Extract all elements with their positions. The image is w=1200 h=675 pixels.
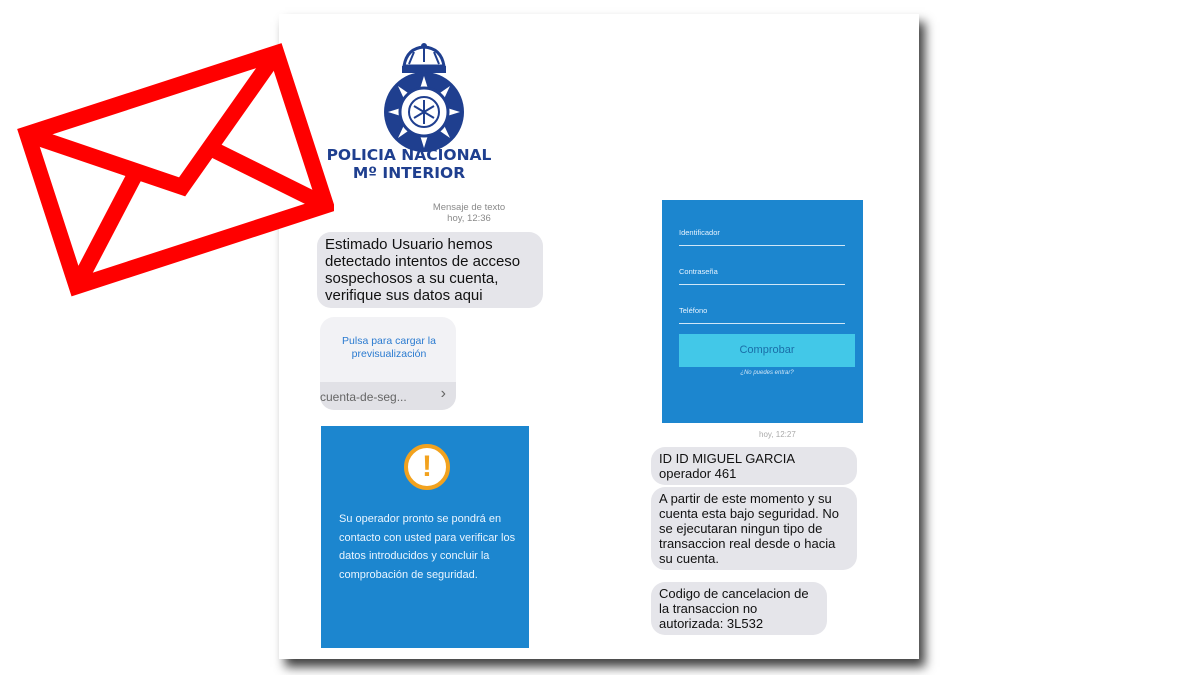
logo-title-line1: POLICIA NACIONAL — [326, 146, 492, 164]
screenshot-collage — [279, 14, 919, 659]
warning-message: Su operador pronto se pondrá en contacto con usted para verificar los datos introducidos y concluir la comprobación de seguridad. — [339, 513, 516, 581]
password-field[interactable]: Contraseña — [679, 267, 845, 285]
thread2-timestamp: hoy, 12:27 — [759, 430, 796, 439]
logo-title — [319, 146, 499, 182]
sms-bubble-alert: Estimado Usuario hemos detectado intentos de acceso sospechosos a su cuenta, verifique sus datos aqui — [317, 232, 543, 308]
identifier-field[interactable]: Identificador — [679, 228, 845, 246]
police-badge-icon — [369, 42, 479, 154]
link-preview-text[interactable]: Pulsa para cargar la previsualización — [342, 335, 436, 360]
chevron-right-icon: › — [440, 385, 446, 402]
check-button[interactable]: Comprobar — [679, 334, 855, 367]
link-preview-url[interactable]: cuenta-de-seg... — [320, 390, 407, 404]
message-type-label: Mensaje de texto — [432, 202, 506, 213]
envelope-icon — [16, 28, 334, 302]
message-meta — [399, 202, 539, 224]
phishing-login-form — [662, 200, 863, 423]
sms-bubble-operator-id: ID ID MIGUEL GARCIA operador 461 — [651, 447, 857, 485]
warning-panel — [321, 426, 529, 648]
link-preview[interactable] — [320, 317, 456, 410]
sms-bubble-cancel-code: Codigo de cancelacion de la transaccion no autorizada: 3L532 — [651, 582, 827, 635]
message-timestamp: hoy, 12:36 — [447, 213, 491, 224]
sms-bubble-security-notice: A partir de este momento y su cuenta esta bajo seguridad. No se ejecutaran ningun tipo de transaccion real desde o hacia su cuenta. — [651, 487, 857, 570]
exclamation-icon: ! — [404, 444, 450, 490]
logo-title-line2: Mº INTERIOR — [352, 164, 466, 182]
forgot-access-link[interactable]: ¿No puedes entrar? — [740, 370, 794, 376]
phone-field[interactable]: Teléfono — [679, 306, 845, 324]
link-preview-bar[interactable] — [320, 382, 456, 410]
